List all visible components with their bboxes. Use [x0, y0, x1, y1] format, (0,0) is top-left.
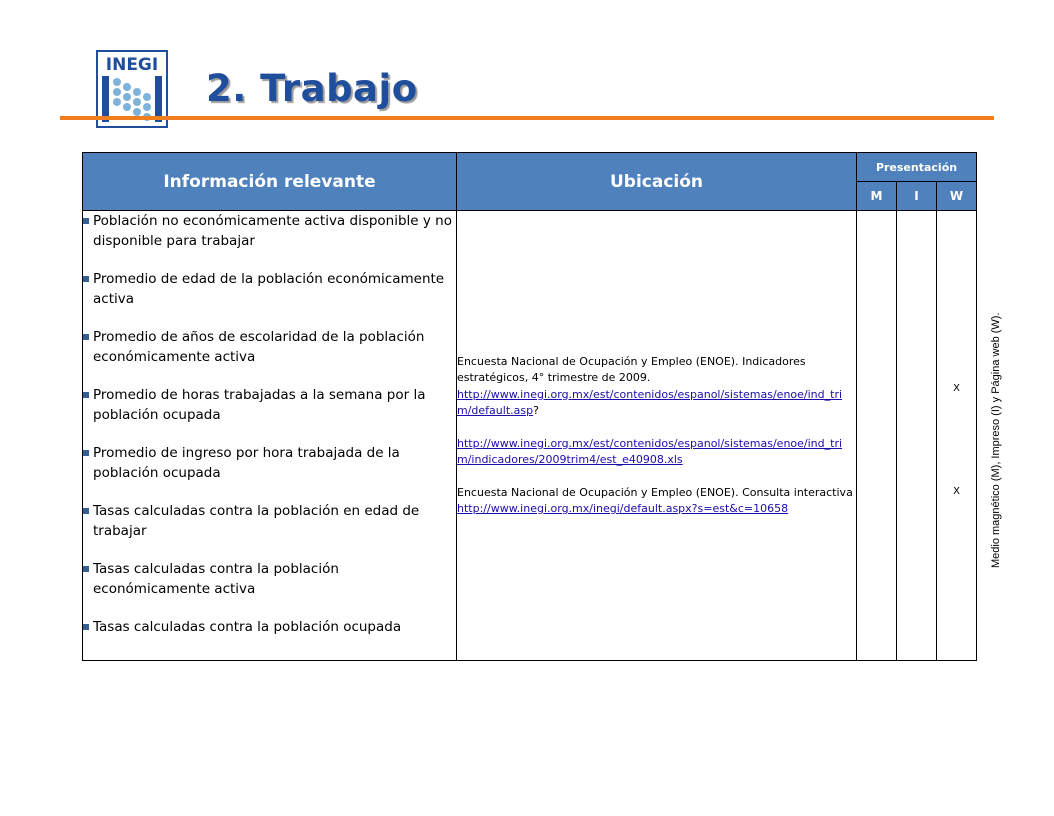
list-item: Promedio de horas trabajadas a la semana por la población ocupada — [83, 385, 456, 425]
link-xls[interactable]: http://www.inegi.org.mx/est/contenidos/espanol/sistemas/enoe/ind_trim/indicadores/2009trim4/est_e40908.xls — [457, 436, 843, 466]
header-ubicacion: Ubicación — [457, 153, 857, 211]
info-table — [82, 152, 977, 661]
bullet-icon — [83, 624, 89, 630]
header-info: Información relevante — [83, 153, 457, 211]
header-presentacion: Presentación — [857, 153, 977, 182]
header-w: W — [937, 182, 977, 211]
bullet-icon — [83, 334, 89, 340]
list-item: Tasas calculadas contra la población en edad de trabajar — [83, 501, 456, 541]
w-mark-2: X — [953, 486, 960, 497]
bullet-icon — [83, 566, 89, 572]
bullet-icon — [83, 508, 89, 514]
info-cell — [83, 211, 457, 661]
i-cell — [897, 211, 937, 661]
source-text-2: Encuesta Nacional de Ocupación y Empleo (ENOE). Consulta interactiva — [457, 485, 853, 499]
list-item: Tasas calculadas contra la población ocupada — [83, 617, 456, 637]
header-m: M — [857, 182, 897, 211]
link-consulta[interactable]: http://www.inegi.org.mx/inegi/default.aspx?s=est&c=10658 — [457, 502, 789, 515]
list-item: Promedio de edad de la población económicamente activa — [83, 269, 456, 309]
m-cell — [857, 211, 897, 661]
bullet-icon — [83, 276, 89, 282]
list-item: Tasas calculadas contra la población económicamente activa — [83, 559, 456, 599]
bullet-icon — [83, 450, 89, 456]
page-title: 2. Trabajo — [206, 67, 418, 110]
list-item: Promedio de ingreso por hora trabajada de la población ocupada — [83, 443, 456, 483]
list-item: Promedio de años de escolaridad de la población económicamente activa — [83, 327, 456, 367]
ubicacion-cell — [457, 211, 857, 661]
bullet-icon — [83, 218, 89, 224]
header-i: I — [897, 182, 937, 211]
side-note: Medio magnético (M), Impreso (I) y Página web (W). — [990, 312, 1002, 568]
w-mark-1: X — [953, 383, 960, 394]
title-rule — [60, 116, 994, 120]
link1-suffix: ? — [533, 404, 539, 417]
logo-text: INEGI — [105, 55, 159, 75]
list-item: Población no económicamente activa disponible y no disponible para trabajar — [83, 211, 456, 251]
bullet-icon — [83, 392, 89, 398]
source-text-1: Encuesta Nacional de Ocupación y Empleo (ENOE). Indicadores estratégicos, 4° trimestre de 2009. — [457, 354, 806, 384]
link-indicadores[interactable]: http://www.inegi.org.mx/est/contenidos/espanol/sistemas/enoe/ind_trim/default.asp — [457, 387, 843, 417]
link-line-1 — [457, 387, 856, 420]
w-cell — [937, 211, 977, 661]
